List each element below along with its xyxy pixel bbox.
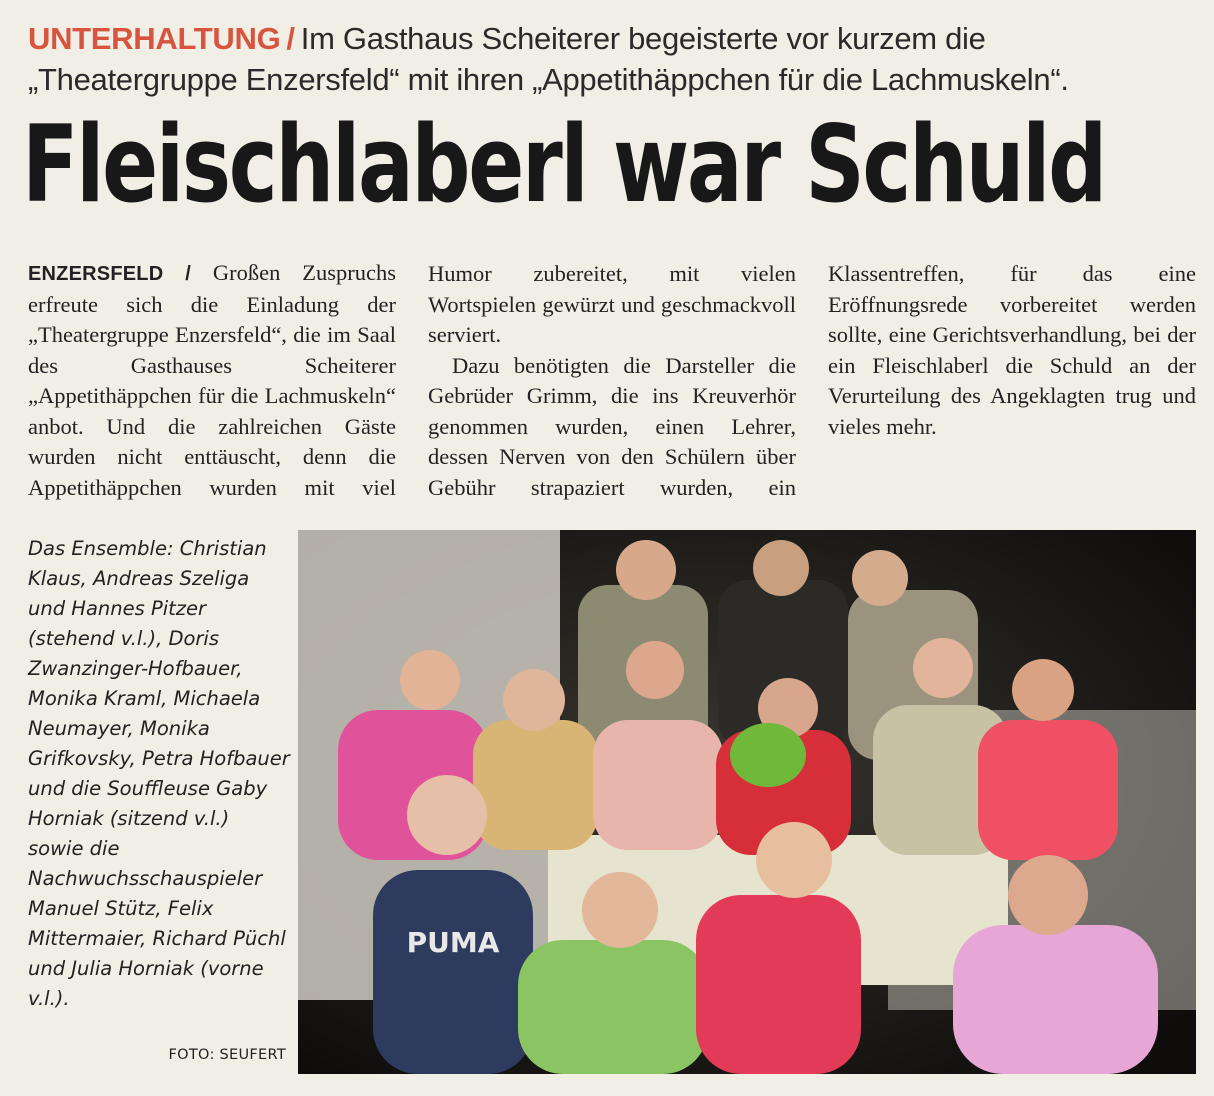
article-kicker bbox=[28, 18, 1188, 100]
body-column-2 bbox=[428, 258, 796, 502]
shirt-logo: PUMA bbox=[406, 926, 500, 959]
section-rubric: UNTERHALTUNG bbox=[28, 21, 281, 56]
body-column-1 bbox=[28, 258, 396, 502]
body-paragraph-1: Großen Zuspruchs erfreute sich die Einladung der „Theatergruppe Enzersfeld“, die im Saal des Gasthauses Scheiterer „Appetithäppchen für die Lachmuskeln“ anbot. Und die zahlreichen Gäste wurden nicht enttäuscht, denn die Appetithäppchen wurden mit viel bbox=[28, 260, 396, 500]
body-paragraph-2: Dazu benötigten die Darsteller die Gebrüder Grimm, die ins Kreuverhör genommen wurden, einen Lehrer, dessen Nerven von den Schülern über Gebühr strapaziert wurden, ein bbox=[428, 352, 796, 500]
ensemble-photo bbox=[298, 530, 1196, 1074]
dateline-separator: / bbox=[185, 263, 191, 285]
photo-credit: FOTO: SEUFERT bbox=[168, 1047, 286, 1063]
ensemble-photo-illustration bbox=[298, 530, 1196, 1074]
dateline: ENZERSFELD bbox=[28, 263, 164, 285]
photo-caption: Das Ensemble: Christian Klaus, Andreas Szeliga und Hannes Pitzer (stehend v.l.), Doris Zwanzinger-Hofbauer, Monika Kraml, Michaela Neumayer, Monika Grifkovsky, Petra Hofbauer und die Souffleuse Gaby Horniak (sitzend v.l.) sowie die Nachwuchsschauspieler Manuel Stütz, Felix Mittermaier, Richard Püchl und Julia Horniak (vorne v.l.). bbox=[28, 537, 290, 1010]
article-lead: Im Gasthaus Scheiterer begeisterte vor kurzem die „Theatergruppe Enzersfeld“ mit ihren „Appetithäppchen für die Lachmuskeln“. bbox=[28, 21, 1069, 97]
body-flow bbox=[28, 258, 396, 502]
article-headline: Fleischlaberl war Schuld bbox=[22, 103, 1105, 226]
body-paragraph-1: Humor zubereitet, mit vielen Wortspielen gewürzt und geschmackvoll serviert. bbox=[428, 261, 796, 347]
body-flow bbox=[428, 258, 796, 502]
body-column-3 bbox=[828, 258, 1196, 502]
body-paragraph-2: Klassentreffen, für das eine Eröffnungsrede vorbereitet werden sollte, eine Gerichtsverhandlung, bei der ein Fleischlaberl die Schuld an der Verurteilung des Angeklagten trug und vieles mehr. bbox=[828, 261, 1196, 439]
body-flow bbox=[828, 258, 1196, 442]
rubric-separator: / bbox=[286, 21, 295, 56]
